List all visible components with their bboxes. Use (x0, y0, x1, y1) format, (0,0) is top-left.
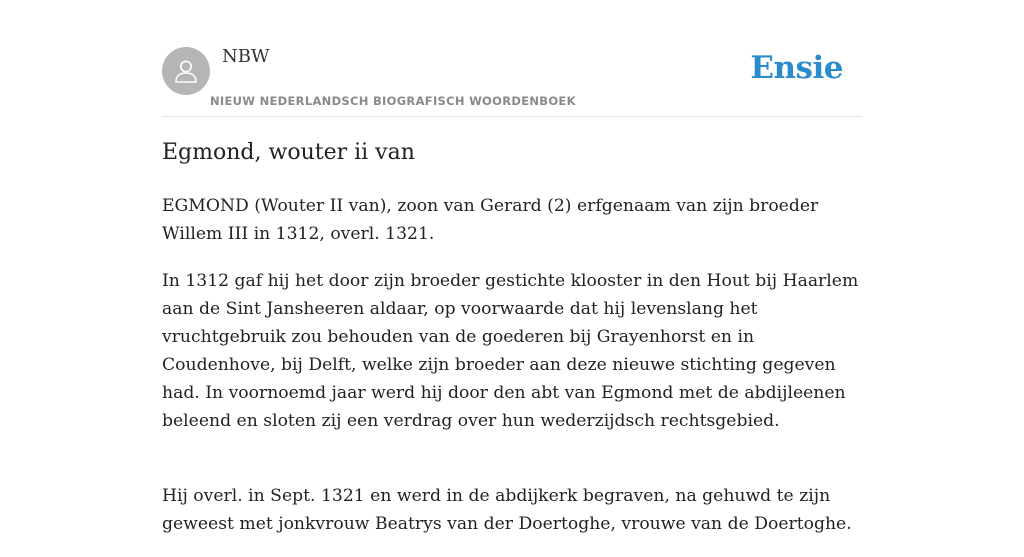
article-title: Egmond, wouter ii van (162, 140, 415, 165)
article-body (162, 192, 862, 557)
user-icon (172, 57, 200, 85)
source-header (162, 0, 862, 117)
article-paragraph: Hij overl. in Sept. 1321 en werd in de abdijkerk begraven, na gehuwd te zijn geweest met jonkvrouw Beatrys van der Doertoghe, vrouwe van de Doertoghe. (162, 486, 852, 534)
source-subtitle: NIEUW NEDERLANDSCH BIOGRAFISCH WOORDENBOEK (210, 94, 576, 108)
author-name[interactable]: NBW (222, 46, 270, 67)
article-paragraph: In 1312 gaf hij het door zijn broeder gestichte klooster in den Hout bij Haarlem aan de Sint Jansheeren aldaar, op voorwaarde dat hij levenslang het vruchtgebruik zou behouden van de goederen bij Grayenhorst en in Coudenhove, bij Delft, welke zijn broeder aan deze nieuwe stichting gegeven had. In voornoemd jaar werd hij door den abt van Egmond met de abdijleenen beleend en sloten zij een verdrag over hun wederzijdsch rechtsgebied. (162, 271, 859, 431)
ensie-logo[interactable]: Ensie (750, 50, 843, 86)
article-paragraph: EGMOND (Wouter II van), zoon van Gerard (2) erfgenaam van zijn broeder Willem III in 1312, overl. 1321. (162, 196, 819, 244)
avatar[interactable] (162, 47, 210, 95)
